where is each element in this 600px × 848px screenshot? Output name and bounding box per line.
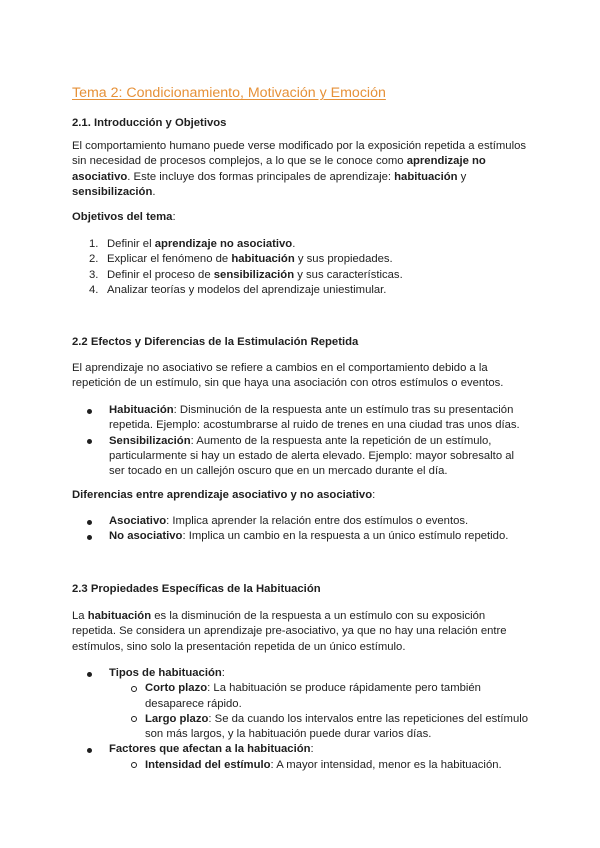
objectives-list xyxy=(72,237,532,298)
bullet-icon xyxy=(87,672,92,677)
bullet-icon xyxy=(87,748,92,753)
bold-text: Intensidad del estímulo xyxy=(145,758,271,771)
section-heading-2-2: 2.2 Efectos y Diferencias de la Estimulación Repetida xyxy=(72,336,359,348)
list-item xyxy=(72,666,532,742)
differences-label xyxy=(72,488,527,503)
text: y sus propiedades. xyxy=(294,253,393,266)
text: El aprendizaje no asociativo se refiere a cambios en el comportamiento debido a la repetición de un estímulo, sin que haya una asociación con otros estímulos o eventos. xyxy=(72,362,504,390)
bullet-icon xyxy=(87,520,92,525)
list-item xyxy=(72,252,532,267)
habituation-list xyxy=(72,666,532,773)
bold-text: habituación xyxy=(231,253,295,266)
text: . xyxy=(152,185,156,198)
list-item xyxy=(72,403,532,434)
bold-text: Corto plazo xyxy=(145,682,208,695)
types-sublist xyxy=(109,681,532,742)
bold-text: sensibilización xyxy=(72,185,153,198)
bold-text: habituación xyxy=(394,170,458,183)
effects-list xyxy=(72,403,532,479)
list-item xyxy=(72,283,532,298)
objectives-label xyxy=(72,210,527,225)
bold-text: Asociativo xyxy=(109,515,167,527)
list-item xyxy=(72,529,532,544)
text: : xyxy=(372,489,376,501)
text: : Disminución de la respuesta ante un estímulo tras su presentación repetida. Ejemplo: acostumbrarse al ruido de trenes en una ciudad tras unos días. xyxy=(109,404,520,432)
text: Analizar teorías y modelos del aprendizaje uniestimular. xyxy=(107,283,387,296)
section-2-2-paragraph xyxy=(72,361,527,392)
list-number: 4. xyxy=(89,283,99,296)
bold-text: Objetivos del tema xyxy=(72,211,173,223)
list-item xyxy=(109,712,532,743)
bold-text: Largo plazo xyxy=(145,712,209,725)
text: Definir el xyxy=(107,238,155,250)
list-item xyxy=(72,434,532,480)
bold-text: Tipos de habituación xyxy=(109,667,222,679)
list-item xyxy=(72,237,532,252)
intro-paragraph xyxy=(72,139,527,200)
factors-sublist xyxy=(109,758,532,773)
text: . Este incluye dos formas principales de aprendizaje: xyxy=(127,170,395,183)
list-item xyxy=(72,268,532,283)
section-heading-2-1: 2.1. Introducción y Objetivos xyxy=(72,117,227,129)
hollow-bullet-icon xyxy=(131,762,137,768)
bullet-icon xyxy=(87,439,92,444)
differences-list xyxy=(72,514,532,545)
bold-text: No asociativo xyxy=(109,530,183,543)
bold-text: aprendizaje no asociativo xyxy=(154,238,293,250)
bold-text: Sensibilización xyxy=(109,434,191,447)
hollow-bullet-icon xyxy=(131,716,137,722)
bold-text: Habituación xyxy=(109,404,174,416)
list-item xyxy=(72,514,532,529)
bold-text: aprendizaje no asociativo xyxy=(72,155,486,183)
text: : Implica aprender la relación entre dos estímulos o eventos. xyxy=(166,515,469,527)
list-number: 1. xyxy=(89,238,99,250)
text: : A mayor intensidad, menor es la habituación. xyxy=(270,758,502,771)
text: es la disminución de la respuesta a un estímulo con su exposición repetida. Se considera un aprendizaje pre-asociativo, ya que no hay una relación entre estímulos, sino solo la presentación repetida de un único estímulo. xyxy=(72,610,507,653)
hollow-bullet-icon xyxy=(131,686,137,692)
text: La xyxy=(72,610,88,622)
bullet-icon xyxy=(87,535,92,540)
text: y xyxy=(457,170,467,183)
section-heading-2-3: 2.3 Propiedades Específicas de la Habituación xyxy=(72,583,321,595)
text: : xyxy=(310,743,314,756)
text: : Aumento de la respuesta ante la repetición de un estímulo, particularmente si hay un estado de alerta elevado. Ejemplo: mayor sobresalto al ser tocado en un callejón oscuro que en un mercado durante el día. xyxy=(109,434,515,478)
bold-text: Factores que afectan a la habituación xyxy=(109,743,311,756)
bold-text: Diferencias entre aprendizaje asociativo y no asociativo xyxy=(72,489,373,501)
text: : xyxy=(172,211,176,223)
bullet-icon xyxy=(87,409,92,414)
text: Explicar el fenómeno de xyxy=(107,253,232,266)
list-number: 3. xyxy=(89,268,99,281)
bold-text: sensibilización xyxy=(213,268,295,281)
text: y sus características. xyxy=(294,268,403,281)
text: : La habituación se produce rápidamente pero también desaparece rápido. xyxy=(145,682,481,710)
text: : Se da cuando los intervalos entre las repeticiones del estímulo son más largos, y la habituación puede durar varios días. xyxy=(145,712,529,741)
list-item xyxy=(72,742,532,773)
text: El comportamiento humano puede verse modificado por la exposición repetida a estímulos sin necesidad de procesos complejos, a lo que se le conoce como xyxy=(72,140,527,168)
bold-text: habituación xyxy=(87,610,152,622)
document-title: Tema 2: Condicionamiento, Motivación y Emoción xyxy=(72,85,386,101)
list-item xyxy=(109,681,532,712)
text: : Implica un cambio en la respuesta a un único estímulo repetido. xyxy=(182,530,509,543)
section-2-3-paragraph xyxy=(72,609,527,655)
text: Definir el proceso de xyxy=(107,268,214,281)
list-item xyxy=(109,758,532,773)
text: : xyxy=(221,667,225,679)
text: . xyxy=(292,238,296,250)
list-number: 2. xyxy=(89,253,99,266)
